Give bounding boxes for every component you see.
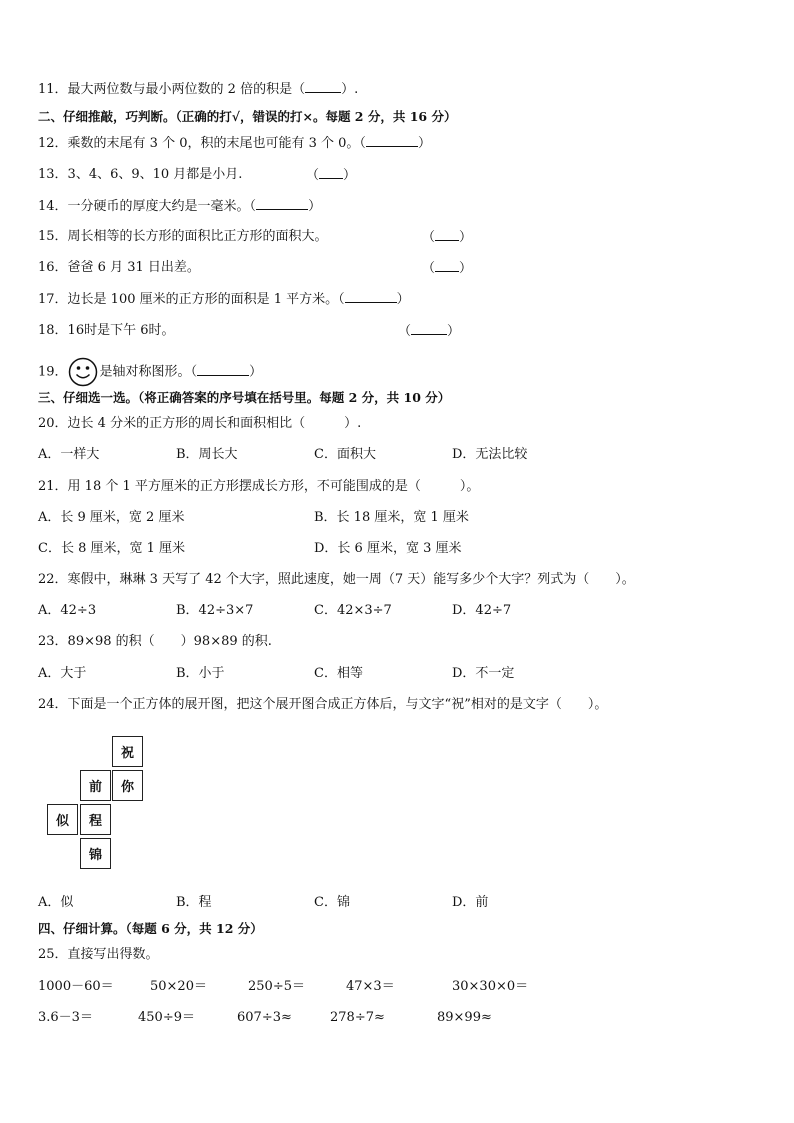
question-22: 22．寒假中，琳琳 3 天写了 42 个大字，照此速度，她一周（7 天）能写多少个大字？列式为（ ）。 — [38, 572, 635, 587]
question-18-answer: （ ） — [398, 324, 461, 339]
question-14-text: 14．一分硬币的厚度大约是一毫米。 — [38, 199, 250, 214]
q22-option-d[interactable]: D．42÷7 — [452, 603, 512, 618]
answer-blank[interactable] — [256, 197, 308, 210]
question-12: 12．乘数的末尾有 3 个 0，积的末尾也可能有 3 个 0。（ ） — [38, 136, 431, 151]
question-21: 21．用 18 个 1 平方厘米的正方形摆成长方形，不可能围成的是（ ）。 — [38, 479, 480, 494]
answer-blank[interactable] — [197, 363, 249, 376]
question-11 — [38, 80, 358, 99]
q24-option-a[interactable]: A．似 — [38, 895, 74, 910]
answer-blank[interactable] — [345, 290, 397, 303]
q22-option-c[interactable]: C．42×3÷7 — [314, 603, 392, 618]
q24-option-c[interactable]: C．锦 — [314, 895, 350, 910]
question-25: 25．直接写出得数。 — [38, 947, 159, 962]
question-19-number: 19． — [38, 364, 68, 380]
section-3-title: 三、仔细选一选。（将正确答案的序号填在括号里。每题 2 分，共 10 分） — [38, 390, 451, 405]
question-24: 24．下面是一个正方体的展开图，把这个展开图合成正方体后，与文字“祝”相对的是文字（ ）。 — [38, 697, 608, 712]
calc-item: 3.6－3＝ — [38, 1010, 93, 1025]
question-16: 16．爸爸 6 月 31 日出差。 — [38, 260, 200, 275]
calc-item: 89×99≈ — [437, 1010, 492, 1025]
section-2-title: 二、仔细推敲，巧判断。（正确的打√，错误的打×。每题 2 分，共 16 分） — [38, 109, 457, 124]
q23-option-c[interactable]: C．相等 — [314, 666, 363, 681]
question-13: 13．3、4、6、9、10 月都是小月. — [38, 167, 243, 182]
answer-blank[interactable] — [319, 166, 343, 179]
calc-item: 450÷9＝ — [138, 1010, 195, 1025]
net-cell-si: 似 — [47, 804, 78, 835]
question-15-answer: （ ） — [422, 230, 473, 245]
question-19: 19． 是轴对称图形。（ ） — [38, 357, 262, 387]
question-11-tail: ）. — [341, 82, 359, 97]
section-4-title: 四、仔细计算。（每题 6 分，共 12 分） — [38, 921, 263, 936]
q21-option-b[interactable]: B．长 18 厘米，宽 1 厘米 — [314, 510, 469, 525]
answer-blank[interactable] — [305, 80, 341, 93]
q22-option-a[interactable]: A．42÷3 — [38, 603, 97, 618]
q22-option-b[interactable]: B．42÷3×7 — [176, 603, 254, 618]
question-17-text: 17．边长是 100 厘米的正方形的面积是 1 平方米。 — [38, 292, 339, 307]
answer-blank[interactable] — [435, 259, 459, 272]
calc-item: 30×30×0＝ — [452, 979, 529, 994]
question-14: 14．一分硬币的厚度大约是一毫米。（ ） — [38, 199, 322, 214]
calc-item: 278÷7≈ — [330, 1010, 385, 1025]
net-cell-jin: 锦 — [80, 838, 111, 869]
question-16-answer: （ ） — [422, 261, 473, 276]
question-17: 17．边长是 100 厘米的正方形的面积是 1 平方米。（ ） — [38, 292, 410, 307]
question-11-text: 11．最大两位数与最小两位数的 2 倍的积是（ — [38, 82, 306, 97]
question-15: 15．周长相等的长方形的面积比正方形的面积大。 — [38, 229, 328, 244]
calc-item: 50×20＝ — [150, 979, 207, 994]
question-23: 23．89×98 的积（ ）98×89 的积. — [38, 634, 272, 649]
q23-option-b[interactable]: B．小于 — [176, 666, 225, 681]
calc-item: 47×3＝ — [346, 979, 395, 994]
q20-option-a[interactable]: A．一样大 — [38, 447, 100, 462]
calc-item: 607÷3≈ — [237, 1010, 292, 1025]
answer-blank[interactable] — [366, 134, 418, 147]
net-cell-qian: 前 — [80, 770, 111, 801]
answer-blank[interactable] — [435, 228, 459, 241]
question-12-text: 12．乘数的末尾有 3 个 0，积的末尾也可能有 3 个 0。 — [38, 136, 360, 151]
q23-option-d[interactable]: D．不一定 — [452, 666, 515, 681]
q21-option-d[interactable]: D．长 6 厘米，宽 3 厘米 — [314, 541, 462, 556]
q24-option-d[interactable]: D．前 — [452, 895, 489, 910]
question-20: 20．边长 4 分米的正方形的周长和面积相比（ ）. — [38, 416, 362, 431]
q20-option-b[interactable]: B．周长大 — [176, 447, 238, 462]
answer-blank[interactable] — [411, 322, 447, 335]
smiley-face-icon — [68, 357, 98, 387]
q20-option-c[interactable]: C．面积大 — [314, 447, 376, 462]
q24-option-b[interactable]: B．程 — [176, 895, 212, 910]
q21-option-a[interactable]: A．长 9 厘米，宽 2 厘米 — [38, 510, 185, 525]
q23-option-a[interactable]: A．大于 — [38, 666, 87, 681]
question-13-answer: （ ） — [306, 168, 357, 183]
net-cell-ni: 你 — [112, 770, 143, 801]
net-cell-cheng: 程 — [80, 804, 111, 835]
question-19-text: 是轴对称图形。 — [99, 364, 191, 380]
q21-option-c[interactable]: C．长 8 厘米，宽 1 厘米 — [38, 541, 186, 556]
net-cell-zhu: 祝 — [112, 736, 143, 767]
calc-item: 250÷5＝ — [248, 979, 305, 994]
question-18: 18．16时是下午 6时。 — [38, 323, 175, 338]
calc-item: 1000－60＝ — [38, 979, 114, 994]
q20-option-d[interactable]: D．无法比较 — [452, 447, 528, 462]
